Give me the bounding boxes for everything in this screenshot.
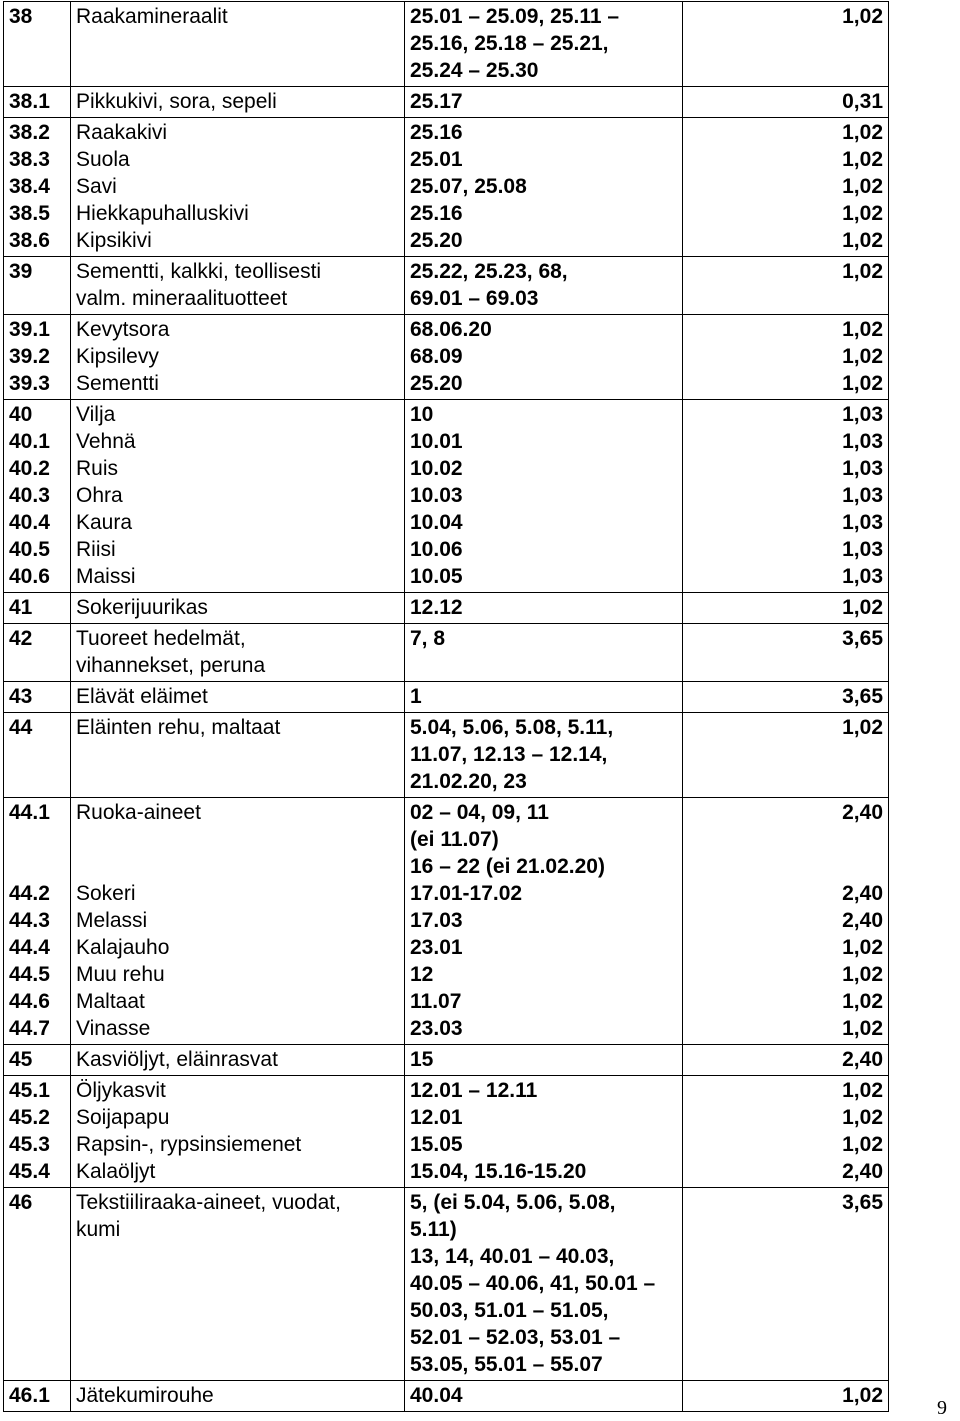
table-row (4, 1188, 889, 1381)
cell-value: 1,02 1,02 1,02 1,02 1,02 (683, 118, 889, 257)
cell-value: 3,65 (683, 624, 889, 682)
cell-number: 45.1 45.2 45.3 45.4 (4, 1076, 71, 1188)
cell-code: 10 10.01 10.02 10.03 10.04 10.06 10.05 (405, 400, 683, 593)
cell-name: Tekstiiliraaka-aineet, vuodat, kumi (71, 1188, 405, 1381)
cell-value: 1,02 (683, 593, 889, 624)
table-row (4, 1045, 889, 1076)
table-row (4, 593, 889, 624)
cell-number: 45 (4, 1045, 71, 1076)
cell-code: 12.12 (405, 593, 683, 624)
cell-value: 2,40 2,40 2,40 1,02 1,02 1,02 1,02 (683, 798, 889, 1045)
cell-value: 1,02 (683, 257, 889, 315)
cell-number: 39 (4, 257, 71, 315)
cell-number: 42 (4, 624, 71, 682)
cell-name: Öljykasvit Soijapapu Rapsin-, rypsinsiemenet Kalaöljyt (71, 1076, 405, 1188)
cell-number: 46.1 (4, 1381, 71, 1412)
table-row (4, 257, 889, 315)
cell-code: 25.22, 25.23, 68, 69.01 – 69.03 (405, 257, 683, 315)
table-row (4, 1076, 889, 1188)
cell-name: Sementti, kalkki, teollisesti valm. mineraalituotteet (71, 257, 405, 315)
cell-name: Kevytsora Kipsilevy Sementti (71, 315, 405, 400)
cell-value: 1,02 (683, 713, 889, 798)
cell-name: Jätekumirouhe (71, 1381, 405, 1412)
table-row (4, 624, 889, 682)
cell-number: 38 (4, 2, 71, 87)
cell-code: 15 (405, 1045, 683, 1076)
cell-number: 38.1 (4, 87, 71, 118)
cell-name: Raakamineraalit (71, 2, 405, 87)
cell-name: Ruoka-aineet Sokeri Melassi Kalajauho Muu rehu Maltaat Vinasse (71, 798, 405, 1045)
cell-number: 44 (4, 713, 71, 798)
tariff-table (3, 1, 889, 1412)
cell-code: 40.04 (405, 1381, 683, 1412)
table-row (4, 400, 889, 593)
table-row (4, 682, 889, 713)
cell-name: Elävät eläimet (71, 682, 405, 713)
cell-code: 02 – 04, 09, 11 (ei 11.07) 16 – 22 (ei 21.02.20) 17.01-17.02 17.03 23.01 12 11.07 23.03 (405, 798, 683, 1045)
cell-number: 46 (4, 1188, 71, 1381)
cell-number: 38.2 38.3 38.4 38.5 38.6 (4, 118, 71, 257)
cell-value: 1,02 (683, 2, 889, 87)
table-row (4, 1381, 889, 1412)
cell-code: 5, (ei 5.04, 5.06, 5.08, 5.11) 13, 14, 40.01 – 40.03, 40.05 – 40.06, 41, 50.01 – 50.03, 51.01 – 51.05, 52.01 – 52.03, 53.01 – 53.05, 55.01 – 55.07 (405, 1188, 683, 1381)
cell-code: 7, 8 (405, 624, 683, 682)
cell-code: 25.17 (405, 87, 683, 118)
cell-value: 0,31 (683, 87, 889, 118)
cell-code: 25.16 25.01 25.07, 25.08 25.16 25.20 (405, 118, 683, 257)
table-row (4, 798, 889, 1045)
cell-number: 43 (4, 682, 71, 713)
table-body (4, 2, 889, 1412)
table-row (4, 315, 889, 400)
table-row (4, 118, 889, 257)
table-row (4, 87, 889, 118)
cell-value: 2,40 (683, 1045, 889, 1076)
table-row (4, 713, 889, 798)
cell-name: Eläinten rehu, maltaat (71, 713, 405, 798)
cell-number: 40 40.1 40.2 40.3 40.4 40.5 40.6 (4, 400, 71, 593)
cell-code: 12.01 – 12.11 12.01 15.05 15.04, 15.16-15.20 (405, 1076, 683, 1188)
cell-name: Raakakivi Suola Savi Hiekkapuhalluskivi Kipsikivi (71, 118, 405, 257)
cell-value: 3,65 (683, 682, 889, 713)
cell-code: 68.06.20 68.09 25.20 (405, 315, 683, 400)
page-number: 9 (937, 1397, 947, 1419)
cell-value: 1,02 (683, 1381, 889, 1412)
cell-value: 1,03 1,03 1,03 1,03 1,03 1,03 1,03 (683, 400, 889, 593)
cell-name: Tuoreet hedelmät, vihannekset, peruna (71, 624, 405, 682)
cell-number: 39.1 39.2 39.3 (4, 315, 71, 400)
cell-name: Pikkukivi, sora, sepeli (71, 87, 405, 118)
cell-code: 5.04, 5.06, 5.08, 5.11, 11.07, 12.13 – 12.14, 21.02.20, 23 (405, 713, 683, 798)
table-row (4, 2, 889, 87)
cell-value: 1,02 1,02 1,02 (683, 315, 889, 400)
cell-code: 25.01 – 25.09, 25.11 – 25.16, 25.18 – 25.21, 25.24 – 25.30 (405, 2, 683, 87)
cell-value: 3,65 (683, 1188, 889, 1381)
cell-name: Vilja Vehnä Ruis Ohra Kaura Riisi Maissi (71, 400, 405, 593)
cell-name: Sokerijuurikas (71, 593, 405, 624)
cell-number: 44.1 44.2 44.3 44.4 44.5 44.6 44.7 (4, 798, 71, 1045)
cell-name: Kasviöljyt, eläinrasvat (71, 1045, 405, 1076)
cell-number: 41 (4, 593, 71, 624)
cell-code: 1 (405, 682, 683, 713)
cell-value: 1,02 1,02 1,02 2,40 (683, 1076, 889, 1188)
